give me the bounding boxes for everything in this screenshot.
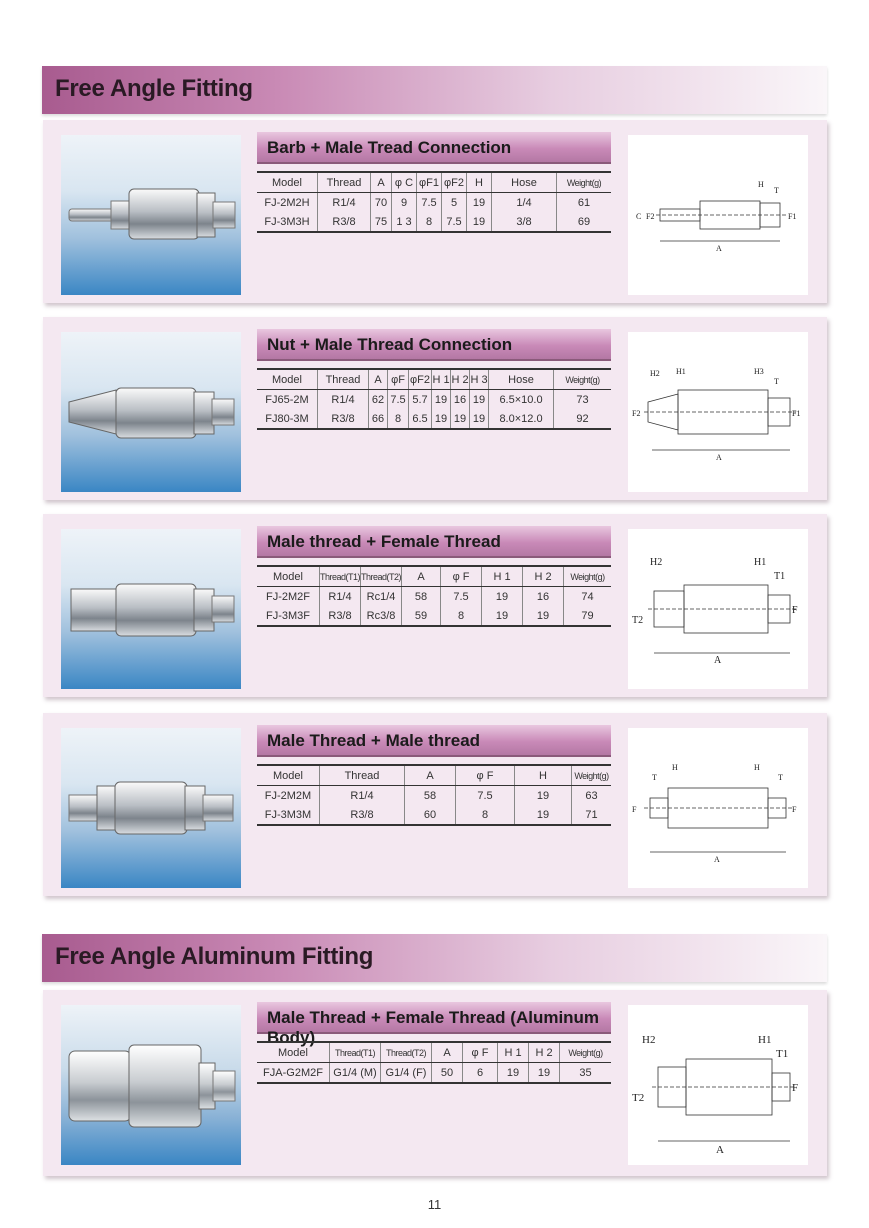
table-cell: 61 (557, 193, 612, 213)
product-title: Nut + Male Thread Connection (267, 335, 513, 354)
spec-table (257, 1041, 611, 1084)
drawing-label: H2 (650, 369, 660, 378)
spec-table (257, 368, 611, 430)
column-header: Weight(g) (572, 765, 612, 786)
column-header: H (467, 172, 492, 193)
table-cell: FJ-3M3H (257, 212, 318, 232)
table-row (257, 212, 611, 232)
column-header: Model (257, 369, 318, 390)
column-header: Thread (318, 369, 369, 390)
column-header: H (515, 765, 572, 786)
product-title-bar (257, 1002, 611, 1047)
table-header-row (257, 765, 611, 786)
table-cell: 6.5 (409, 409, 432, 429)
table-cell: FJA-G2M2F (257, 1063, 330, 1084)
drawing-label: F2 (632, 409, 641, 418)
table-cell: FJ-3M3F (257, 606, 320, 626)
table-cell: 19 (523, 606, 564, 626)
table-cell: 7.5 (388, 390, 409, 410)
spec-table (257, 565, 611, 627)
column-header: A (432, 1042, 463, 1063)
table-cell: Rc1/4 (361, 587, 402, 607)
section-heading: Free Angle Fitting (55, 75, 253, 102)
column-header: Thread(T1) (330, 1042, 381, 1063)
table-cell: 6.5×10.0 (489, 390, 554, 410)
table-cell: 74 (564, 587, 611, 607)
drawing-label: F (792, 1082, 799, 1094)
column-header: φF1 (417, 172, 442, 193)
table-cell: 7.5 (417, 193, 442, 213)
product-title-bar (257, 725, 611, 757)
column-header: H 2 (523, 566, 564, 587)
product-panel (43, 514, 827, 697)
table-cell: FJ-2M2M (264, 789, 312, 802)
table-cell: 19 (470, 390, 489, 410)
table-cell: 19 (515, 805, 572, 825)
table-row (257, 193, 611, 213)
drawing-label: H (754, 763, 760, 772)
section-banner-free-angle (42, 66, 827, 114)
column-header: φF2 (442, 172, 467, 193)
table-cell: 62 (369, 390, 388, 410)
technical-drawing (628, 529, 808, 689)
drawing-label: H2 (650, 557, 663, 568)
spec-table (257, 764, 611, 826)
drawing-label: T (774, 377, 779, 386)
table-cell: R3/8 (320, 606, 361, 626)
table-cell: 35 (560, 1063, 612, 1084)
column-header: A (369, 369, 388, 390)
table-cell: 9 (392, 193, 417, 213)
table-cell: 7.5 (442, 212, 467, 232)
table-cell: 19 (432, 409, 451, 429)
page-number: 11 (427, 1197, 442, 1212)
table-cell: 19 (498, 1063, 529, 1084)
drawing-label: A (714, 855, 720, 864)
drawing-label: F2 (646, 212, 655, 221)
column-header: φF (388, 369, 409, 390)
table-cell: 8 (388, 409, 409, 429)
column-header: Thread(T2) (381, 1042, 432, 1063)
column-header: Model (257, 172, 318, 193)
drawing-label: F1 (792, 409, 801, 418)
drawing-label: H1 (758, 1034, 772, 1046)
spec-table (257, 171, 611, 233)
product-title: Male Thread + Male thread (267, 731, 481, 750)
table-cell: 75 (371, 212, 392, 232)
table-cell: 19 (482, 606, 523, 626)
product-title-bar (257, 329, 611, 361)
product-title-bar (257, 132, 611, 164)
column-header: φ F (463, 1042, 498, 1063)
table-row (257, 587, 611, 607)
table-cell: 19 (467, 212, 492, 232)
section-heading: Free Angle Aluminum Fitting (55, 943, 374, 970)
table-cell: Rc3/8 (361, 606, 402, 626)
product-title-bar (257, 526, 611, 558)
column-header: Weight(g) (554, 369, 612, 390)
table-cell: 8 (417, 212, 442, 232)
table-cell: R1/4 (320, 587, 361, 607)
column-header: H 1 (482, 566, 523, 587)
drawing-label: T (774, 186, 779, 195)
table-cell: 66 (369, 409, 388, 429)
column-header: Hose (489, 369, 554, 390)
table-cell: FJ-2M2H (264, 196, 310, 209)
table-cell: 60 (405, 805, 456, 825)
table-cell: FJ65-2M (265, 393, 309, 406)
column-header: H 2 (451, 369, 470, 390)
table-cell: 19 (467, 193, 492, 213)
table-cell: 19 (529, 1063, 560, 1084)
table-cell: 6 (463, 1063, 498, 1084)
table-cell: 79 (564, 606, 611, 626)
table-cell: 1 3 (392, 212, 417, 232)
product-photo (61, 529, 241, 689)
table-header-row (257, 369, 611, 390)
drawing-label: H1 (676, 367, 686, 376)
technical-drawing (628, 332, 808, 492)
technical-drawing (628, 1005, 808, 1165)
drawing-label: T (778, 773, 783, 782)
column-header: Weight(g) (557, 172, 612, 193)
table-cell: 70 (371, 193, 392, 213)
table-cell: 50 (432, 1063, 463, 1084)
drawing-label: F1 (788, 212, 797, 221)
table-cell: 3/8 (492, 212, 557, 232)
table-cell: 19 (515, 786, 572, 806)
column-header: A (371, 172, 392, 193)
table-cell: 63 (572, 786, 612, 806)
table-cell: FJ-2M2F (266, 590, 310, 603)
table-cell: 19 (432, 390, 451, 410)
drawing-label: A (714, 655, 722, 666)
table-cell: 1/4 (492, 193, 557, 213)
product-photo (61, 1005, 241, 1165)
technical-drawing (628, 135, 808, 295)
product-title: Male thread + Female Thread (267, 532, 501, 551)
table-cell: 16 (451, 390, 470, 410)
column-header: Weight(g) (564, 566, 611, 587)
drawing-label: H (758, 180, 764, 189)
column-header: Weight(g) (560, 1042, 612, 1063)
table-cell: 69 (557, 212, 612, 232)
table-cell: R3/8 (318, 409, 369, 429)
product-panel (43, 713, 827, 896)
table-cell: 19 (470, 409, 489, 429)
section-banner-aluminum (42, 934, 827, 982)
column-header: φ F (441, 566, 482, 587)
table-cell: R3/8 (318, 212, 371, 232)
drawing-label: F (632, 805, 637, 814)
drawing-label: H3 (754, 367, 764, 376)
column-header: H 3 (470, 369, 489, 390)
column-header: Thread (318, 172, 371, 193)
product-panel (43, 990, 827, 1176)
column-header: A (402, 566, 441, 587)
column-header: Thread(T2) (361, 566, 402, 587)
product-panel (43, 317, 827, 500)
table-cell: 5 (442, 193, 467, 213)
column-header: φF2 (409, 369, 432, 390)
table-cell: R1/4 (318, 193, 371, 213)
drawing-label: T1 (776, 1048, 789, 1060)
drawing-label: C (636, 212, 642, 221)
column-header: Model (257, 765, 320, 786)
column-header: H 2 (529, 1042, 560, 1063)
column-header: φ F (456, 765, 515, 786)
drawing-label: H2 (642, 1034, 656, 1046)
product-title: Male Thread + Female Thread (Aluminum Body) (267, 1008, 600, 1047)
product-photo (61, 332, 241, 492)
drawing-label: T (652, 773, 657, 782)
table-cell: 8 (456, 805, 515, 825)
table-cell: R1/4 (320, 786, 405, 806)
drawing-label: A (716, 244, 722, 253)
table-cell: 8.0×12.0 (489, 409, 554, 429)
drawing-label: T2 (632, 615, 644, 626)
product-title: Barb + Male Tread Connection (267, 138, 512, 157)
table-cell: G1/4 (M) (330, 1063, 381, 1084)
drawing-label: A (716, 1144, 724, 1156)
product-photo (61, 135, 241, 295)
table-cell: 73 (554, 390, 612, 410)
column-header: H 1 (432, 369, 451, 390)
column-header: A (405, 765, 456, 786)
table-cell: 19 (451, 409, 470, 429)
table-cell: FJ80-3M (257, 409, 318, 429)
drawing-label: T1 (774, 571, 786, 582)
table-cell: 58 (405, 786, 456, 806)
drawing-label: F (792, 805, 797, 814)
table-cell: FJ-3M3M (257, 805, 320, 825)
table-row (257, 1063, 611, 1084)
drawing-label: H (672, 763, 678, 772)
column-header: Hose (492, 172, 557, 193)
column-header: φ C (392, 172, 417, 193)
technical-drawing (628, 728, 808, 888)
table-cell: G1/4 (F) (381, 1063, 432, 1084)
table-cell: 16 (523, 587, 564, 607)
column-header: H 1 (498, 1042, 529, 1063)
drawing-label: T2 (632, 1092, 645, 1104)
table-header-row (257, 1042, 611, 1063)
table-cell: 5.7 (409, 390, 432, 410)
drawing-label: H1 (754, 557, 767, 568)
table-header-row (257, 172, 611, 193)
table-cell: 59 (402, 606, 441, 626)
table-cell: 7.5 (456, 786, 515, 806)
table-row (257, 805, 611, 825)
table-cell: 58 (402, 587, 441, 607)
table-header-row (257, 566, 611, 587)
column-header: Model (257, 566, 320, 587)
table-cell: R1/4 (318, 390, 369, 410)
table-cell: 71 (572, 805, 612, 825)
table-row (257, 390, 611, 410)
table-cell: 7.5 (441, 587, 482, 607)
table-cell: 19 (482, 587, 523, 607)
table-cell: 92 (554, 409, 612, 429)
table-cell: R3/8 (320, 805, 405, 825)
column-header: Thread(T1) (320, 566, 361, 587)
table-row (257, 606, 611, 626)
table-row (257, 409, 611, 429)
table-row (257, 786, 611, 806)
drawing-label: F (792, 605, 798, 616)
column-header: Model (257, 1042, 330, 1063)
table-cell: 8 (441, 606, 482, 626)
drawing-label: A (716, 453, 722, 462)
product-photo (61, 728, 241, 888)
product-panel (43, 120, 827, 303)
column-header: Thread (320, 765, 405, 786)
